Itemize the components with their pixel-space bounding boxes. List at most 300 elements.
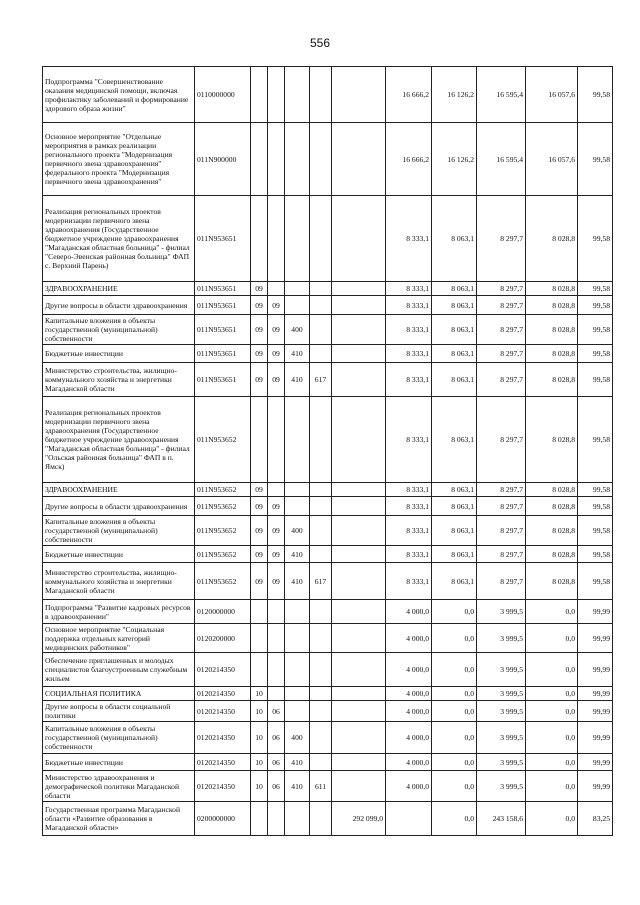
row-value2-cell: 0,0 [432, 701, 477, 722]
page-number: 556 [309, 36, 331, 50]
row-value3-cell: 3 999,5 [477, 600, 526, 624]
row-value3-cell: 16 595,4 [477, 67, 526, 123]
row-admin-code-cell [310, 600, 332, 624]
row-value2-cell: 0,0 [432, 802, 477, 836]
table-row [43, 345, 613, 363]
row-subsection-cell [268, 802, 285, 836]
row-percent-cell: 99,58 [578, 196, 613, 282]
row-name-cell: Бюджетные инвестиции [43, 546, 195, 563]
row-value1-cell: 8 333,1 [386, 516, 432, 546]
row-name-cell: ЗДРАВООХРАНЕНИЕ [43, 282, 195, 296]
row-admin-code-cell: 617 [310, 363, 332, 397]
row-section-cell [251, 653, 268, 687]
row-value3-cell: 3 999,5 [477, 754, 526, 771]
row-value3-cell: 8 297,7 [477, 345, 526, 363]
row-value3-cell: 8 297,7 [477, 483, 526, 497]
row-expense-type-cell: 410 [285, 563, 310, 600]
row-code-cell: 011N953652 [195, 497, 251, 516]
table-row [43, 722, 613, 754]
row-amount-cell [332, 296, 386, 315]
budget-table [42, 66, 613, 836]
row-value4-cell: 8 028,8 [526, 315, 578, 345]
row-value4-cell: 0,0 [526, 653, 578, 687]
row-code-cell: 011N953651 [195, 345, 251, 363]
row-code-cell: 0200000000 [195, 802, 251, 836]
row-value4-cell: 8 028,8 [526, 397, 578, 483]
row-expense-type-cell [285, 483, 310, 497]
row-subsection-cell: 09 [268, 516, 285, 546]
row-section-cell: 10 [251, 771, 268, 802]
row-name-cell: Подпрограмма "Развитие кадровых ресурсов в здравоохранении" [43, 600, 195, 624]
row-value1-cell: 8 333,1 [386, 546, 432, 563]
row-expense-type-cell: 400 [285, 516, 310, 546]
row-section-cell: 09 [251, 363, 268, 397]
row-expense-type-cell: 400 [285, 722, 310, 754]
row-name-cell: Реализация региональных проектов модернизации первичного звена здравоохранения (Государственное бюджетное учреждение здравоохранения "Магаданская областная больница" - филиал "Ольская районная больница" ФАП в п. Ямск) [43, 397, 195, 483]
table-row [43, 315, 613, 345]
row-section-cell [251, 624, 268, 653]
row-value2-cell: 8 063,1 [432, 196, 477, 282]
row-name-cell: Бюджетные инвестиции [43, 345, 195, 363]
row-section-cell: 09 [251, 497, 268, 516]
row-subsection-cell [268, 123, 285, 196]
row-value4-cell: 8 028,8 [526, 345, 578, 363]
row-code-cell: 011N953652 [195, 516, 251, 546]
table-row [43, 754, 613, 771]
table-row [43, 624, 613, 653]
table-row [43, 802, 613, 836]
row-subsection-cell: 06 [268, 722, 285, 754]
table-row [43, 701, 613, 722]
row-expense-type-cell: 410 [285, 546, 310, 563]
row-section-cell: 09 [251, 546, 268, 563]
row-percent-cell: 99,58 [578, 563, 613, 600]
table-row [43, 483, 613, 497]
row-amount-cell [332, 363, 386, 397]
row-percent-cell: 99,99 [578, 701, 613, 722]
row-value4-cell: 0,0 [526, 624, 578, 653]
row-admin-code-cell: 617 [310, 563, 332, 600]
row-value3-cell: 8 297,7 [477, 315, 526, 345]
row-name-cell: Основное мероприятие "Отдельные мероприятия в рамках реализации регионального проекта "Модернизация первичного звена здравоохранения" федерального проекта "Модернизация первичного звена здравоохранения" [43, 123, 195, 196]
row-amount-cell [332, 315, 386, 345]
table-row [43, 67, 613, 123]
row-amount-cell [332, 497, 386, 516]
table-row [43, 653, 613, 687]
row-amount-cell [332, 771, 386, 802]
row-value4-cell: 8 028,8 [526, 497, 578, 516]
row-value1-cell: 4 000,0 [386, 722, 432, 754]
row-admin-code-cell [310, 687, 332, 701]
row-admin-code-cell [310, 754, 332, 771]
row-percent-cell: 99,99 [578, 624, 613, 653]
row-value3-cell: 8 297,7 [477, 282, 526, 296]
row-value2-cell: 16 126,2 [432, 123, 477, 196]
row-admin-code-cell [310, 315, 332, 345]
row-name-cell: ЗДРАВООХРАНЕНИЕ [43, 483, 195, 497]
row-amount-cell [332, 282, 386, 296]
table-row [43, 687, 613, 701]
row-value4-cell: 0,0 [526, 600, 578, 624]
row-value3-cell: 8 297,7 [477, 196, 526, 282]
row-code-cell: 0120214350 [195, 701, 251, 722]
row-admin-code-cell [310, 123, 332, 196]
table-body [43, 67, 613, 836]
row-value3-cell: 8 297,7 [477, 516, 526, 546]
row-percent-cell: 99,58 [578, 345, 613, 363]
row-amount-cell [332, 196, 386, 282]
row-expense-type-cell [285, 653, 310, 687]
row-value4-cell: 0,0 [526, 754, 578, 771]
row-code-cell: 0120214350 [195, 653, 251, 687]
row-name-cell: Министерство строительства, жилищно-коммунального хозяйства и энергетики Магаданской области [43, 563, 195, 600]
row-admin-code-cell [310, 497, 332, 516]
row-expense-type-cell: 410 [285, 754, 310, 771]
row-value1-cell: 4 000,0 [386, 754, 432, 771]
row-admin-code-cell [310, 624, 332, 653]
row-percent-cell: 99,58 [578, 123, 613, 196]
row-expense-type-cell: 410 [285, 345, 310, 363]
row-value4-cell: 8 028,8 [526, 363, 578, 397]
row-value3-cell: 8 297,7 [477, 296, 526, 315]
row-value1-cell: 8 333,1 [386, 363, 432, 397]
row-expense-type-cell [285, 687, 310, 701]
row-admin-code-cell [310, 67, 332, 123]
row-value1-cell: 8 333,1 [386, 282, 432, 296]
row-value2-cell: 8 063,1 [432, 483, 477, 497]
row-section-cell: 10 [251, 687, 268, 701]
row-value4-cell: 16 057,6 [526, 67, 578, 123]
row-value1-cell: 8 333,1 [386, 315, 432, 345]
row-section-cell: 10 [251, 701, 268, 722]
row-value4-cell: 0,0 [526, 687, 578, 701]
row-amount-cell [332, 600, 386, 624]
table-row [43, 546, 613, 563]
row-value4-cell: 0,0 [526, 701, 578, 722]
row-percent-cell: 99,99 [578, 722, 613, 754]
row-percent-cell: 99,99 [578, 754, 613, 771]
row-amount-cell [332, 754, 386, 771]
row-admin-code-cell [310, 722, 332, 754]
row-amount-cell [332, 67, 386, 123]
row-name-cell: Бюджетные инвестиции [43, 754, 195, 771]
row-subsection-cell [268, 483, 285, 497]
row-amount-cell [332, 687, 386, 701]
row-percent-cell: 99,58 [578, 315, 613, 345]
row-admin-code-cell [310, 196, 332, 282]
row-value2-cell: 0,0 [432, 754, 477, 771]
row-value1-cell: 4 000,0 [386, 624, 432, 653]
row-percent-cell: 99,99 [578, 600, 613, 624]
row-name-cell: Капитальные вложения в объекты государственной (муниципальной) собственности [43, 722, 195, 754]
table-row [43, 563, 613, 600]
row-code-cell: 011N953652 [195, 397, 251, 483]
row-amount-cell [332, 563, 386, 600]
row-expense-type-cell: 410 [285, 363, 310, 397]
row-section-cell: 09 [251, 315, 268, 345]
table-row [43, 123, 613, 196]
row-value3-cell: 3 999,5 [477, 653, 526, 687]
row-value3-cell: 8 297,7 [477, 497, 526, 516]
row-section-cell: 09 [251, 516, 268, 546]
row-value2-cell: 0,0 [432, 771, 477, 802]
row-name-cell: Министерство строительства, жилищно-коммунального хозяйства и энергетики Магаданской области [43, 363, 195, 397]
row-code-cell: 0120000000 [195, 600, 251, 624]
table-row [43, 196, 613, 282]
table-row [43, 397, 613, 483]
row-section-cell [251, 397, 268, 483]
row-percent-cell: 99,58 [578, 397, 613, 483]
row-expense-type-cell [285, 497, 310, 516]
row-percent-cell: 99,58 [578, 282, 613, 296]
row-subsection-cell: 09 [268, 546, 285, 563]
table-row [43, 600, 613, 624]
row-subsection-cell [268, 67, 285, 123]
row-code-cell: 011N953652 [195, 483, 251, 497]
row-value2-cell: 8 063,1 [432, 497, 477, 516]
row-value2-cell: 0,0 [432, 653, 477, 687]
row-expense-type-cell [285, 600, 310, 624]
row-subsection-cell [268, 653, 285, 687]
row-subsection-cell: 09 [268, 315, 285, 345]
row-value2-cell: 8 063,1 [432, 315, 477, 345]
row-expense-type-cell [285, 802, 310, 836]
row-admin-code-cell [310, 296, 332, 315]
row-subsection-cell [268, 196, 285, 282]
row-name-cell: Капитальные вложения в объекты государственной (муниципальной) собственности [43, 516, 195, 546]
row-percent-cell: 83,25 [578, 802, 613, 836]
row-amount-cell [332, 123, 386, 196]
row-amount-cell [332, 483, 386, 497]
row-section-cell: 10 [251, 754, 268, 771]
row-value3-cell: 3 999,5 [477, 687, 526, 701]
row-name-cell: Другие вопросы в области здравоохранения [43, 296, 195, 315]
row-percent-cell: 99,99 [578, 687, 613, 701]
row-name-cell: Другие вопросы в области здравоохранения [43, 497, 195, 516]
row-value3-cell: 16 595,4 [477, 123, 526, 196]
row-value3-cell: 8 297,7 [477, 397, 526, 483]
row-admin-code-cell [310, 546, 332, 563]
row-code-cell: 011N953651 [195, 282, 251, 296]
row-section-cell [251, 802, 268, 836]
row-value4-cell: 8 028,8 [526, 563, 578, 600]
row-admin-code-cell [310, 701, 332, 722]
row-name-cell: Другие вопросы в области социальной политики [43, 701, 195, 722]
row-value2-cell: 0,0 [432, 722, 477, 754]
row-percent-cell: 99,99 [578, 653, 613, 687]
row-value3-cell: 3 999,5 [477, 701, 526, 722]
row-code-cell: 0110000000 [195, 67, 251, 123]
row-expense-type-cell [285, 701, 310, 722]
row-subsection-cell: 09 [268, 497, 285, 516]
row-expense-type-cell [285, 397, 310, 483]
row-value4-cell: 8 028,8 [526, 296, 578, 315]
row-subsection-cell [268, 687, 285, 701]
row-value1-cell: 4 000,0 [386, 701, 432, 722]
row-amount-cell [332, 624, 386, 653]
row-expense-type-cell [285, 296, 310, 315]
row-amount-cell [332, 722, 386, 754]
row-percent-cell: 99,58 [578, 546, 613, 563]
row-value2-cell: 16 126,2 [432, 67, 477, 123]
row-name-cell: Капитальные вложения в объекты государственной (муниципальной) собственности [43, 315, 195, 345]
row-section-cell [251, 196, 268, 282]
table-row [43, 363, 613, 397]
row-subsection-cell: 06 [268, 701, 285, 722]
row-subsection-cell: 06 [268, 754, 285, 771]
row-subsection-cell: 09 [268, 345, 285, 363]
row-expense-type-cell [285, 282, 310, 296]
row-code-cell: 011N953652 [195, 563, 251, 600]
row-percent-cell: 99,58 [578, 67, 613, 123]
row-subsection-cell [268, 624, 285, 653]
row-section-cell: 09 [251, 282, 268, 296]
row-amount-cell [332, 397, 386, 483]
row-section-cell: 09 [251, 345, 268, 363]
row-code-cell: 011N900000 [195, 123, 251, 196]
row-expense-type-cell: 410 [285, 771, 310, 802]
table-row [43, 771, 613, 802]
row-value1-cell: 8 333,1 [386, 483, 432, 497]
row-amount-cell: 292 099,0 [332, 802, 386, 836]
row-amount-cell [332, 701, 386, 722]
row-value4-cell: 8 028,8 [526, 196, 578, 282]
row-percent-cell: 99,58 [578, 483, 613, 497]
row-percent-cell: 99,58 [578, 363, 613, 397]
row-value1-cell: 8 333,1 [386, 345, 432, 363]
row-admin-code-cell [310, 397, 332, 483]
row-value3-cell: 8 297,7 [477, 563, 526, 600]
row-value1-cell [386, 802, 432, 836]
row-name-cell: Обеспечение приглашенных и молодых специалистов благоустроенным служебным жильем [43, 653, 195, 687]
row-value3-cell: 8 297,7 [477, 363, 526, 397]
row-amount-cell [332, 345, 386, 363]
row-name-cell: Министерство здравоохранения и демографической политики Магаданской области [43, 771, 195, 802]
row-value4-cell: 16 057,6 [526, 123, 578, 196]
row-code-cell: 0120214350 [195, 771, 251, 802]
row-value1-cell: 4 000,0 [386, 687, 432, 701]
row-code-cell: 0120214350 [195, 722, 251, 754]
row-value3-cell: 3 999,5 [477, 771, 526, 802]
row-admin-code-cell [310, 802, 332, 836]
row-subsection-cell [268, 282, 285, 296]
row-subsection-cell [268, 600, 285, 624]
row-value2-cell: 0,0 [432, 687, 477, 701]
row-value1-cell: 4 000,0 [386, 600, 432, 624]
row-value1-cell: 16 666,2 [386, 123, 432, 196]
row-percent-cell: 99,58 [578, 296, 613, 315]
row-admin-code-cell [310, 282, 332, 296]
row-value1-cell: 4 000,0 [386, 653, 432, 687]
row-amount-cell [332, 653, 386, 687]
table-row [43, 282, 613, 296]
row-value2-cell: 8 063,1 [432, 345, 477, 363]
row-admin-code-cell: 611 [310, 771, 332, 802]
row-value2-cell: 8 063,1 [432, 546, 477, 563]
row-name-cell: Государственная программа Магаданской области «Развитие образования в Магаданской области» [43, 802, 195, 836]
row-expense-type-cell [285, 196, 310, 282]
row-name-cell: Основное мероприятие "Социальная поддержка отдельных категорий медицинских работников" [43, 624, 195, 653]
row-value4-cell: 0,0 [526, 771, 578, 802]
row-value1-cell: 8 333,1 [386, 397, 432, 483]
row-value3-cell: 8 297,7 [477, 546, 526, 563]
row-expense-type-cell [285, 123, 310, 196]
row-value2-cell: 8 063,1 [432, 282, 477, 296]
table-row [43, 497, 613, 516]
row-value2-cell: 8 063,1 [432, 516, 477, 546]
row-value1-cell: 8 333,1 [386, 196, 432, 282]
row-value2-cell: 8 063,1 [432, 563, 477, 600]
row-value1-cell: 4 000,0 [386, 771, 432, 802]
row-value4-cell: 8 028,8 [526, 483, 578, 497]
row-section-cell: 09 [251, 483, 268, 497]
row-section-cell [251, 123, 268, 196]
row-value3-cell: 243 158,6 [477, 802, 526, 836]
row-code-cell: 0120214350 [195, 687, 251, 701]
row-value2-cell: 8 063,1 [432, 363, 477, 397]
row-section-cell [251, 67, 268, 123]
row-value1-cell: 8 333,1 [386, 563, 432, 600]
row-value4-cell: 8 028,8 [526, 546, 578, 563]
row-percent-cell: 99,58 [578, 516, 613, 546]
row-value4-cell: 0,0 [526, 802, 578, 836]
table-row [43, 516, 613, 546]
row-subsection-cell: 06 [268, 771, 285, 802]
row-admin-code-cell [310, 483, 332, 497]
row-subsection-cell: 09 [268, 563, 285, 600]
row-value2-cell: 8 063,1 [432, 397, 477, 483]
row-percent-cell: 99,99 [578, 771, 613, 802]
row-code-cell: 011N953651 [195, 315, 251, 345]
row-admin-code-cell [310, 653, 332, 687]
row-value1-cell: 8 333,1 [386, 296, 432, 315]
row-code-cell: 0120200000 [195, 624, 251, 653]
row-admin-code-cell [310, 516, 332, 546]
row-value2-cell: 8 063,1 [432, 296, 477, 315]
row-code-cell: 011N953651 [195, 196, 251, 282]
row-percent-cell: 99,58 [578, 497, 613, 516]
row-name-cell: Подпрограмма "Совершенствование оказания медицинской помощи, включая профилактику заболеваний и формирование здорового образа жизни" [43, 67, 195, 123]
row-section-cell: 10 [251, 722, 268, 754]
row-section-cell [251, 600, 268, 624]
row-value3-cell: 3 999,5 [477, 624, 526, 653]
row-value4-cell: 8 028,8 [526, 516, 578, 546]
row-expense-type-cell [285, 67, 310, 123]
row-subsection-cell [268, 397, 285, 483]
row-amount-cell [332, 546, 386, 563]
row-name-cell: СОЦИАЛЬНАЯ ПОЛИТИКА [43, 687, 195, 701]
row-section-cell: 09 [251, 563, 268, 600]
row-value2-cell: 0,0 [432, 600, 477, 624]
row-value3-cell: 3 999,5 [477, 722, 526, 754]
row-expense-type-cell [285, 624, 310, 653]
row-value1-cell: 16 666,2 [386, 67, 432, 123]
row-admin-code-cell [310, 345, 332, 363]
row-code-cell: 011N953651 [195, 363, 251, 397]
row-name-cell: Реализация региональных проектов модернизации первичного звена здравоохранения (Государственное бюджетное учреждение здравоохранения "Магаданская областная больница" - филиал "Северо-Эвенская районная больница" ФАП с. Верхний Парень) [43, 196, 195, 282]
row-subsection-cell: 09 [268, 363, 285, 397]
row-value1-cell: 8 333,1 [386, 497, 432, 516]
row-subsection-cell: 09 [268, 296, 285, 315]
row-code-cell: 011N953652 [195, 546, 251, 563]
row-code-cell: 011N953651 [195, 296, 251, 315]
row-expense-type-cell: 400 [285, 315, 310, 345]
row-value4-cell: 8 028,8 [526, 282, 578, 296]
row-section-cell: 09 [251, 296, 268, 315]
row-value2-cell: 0,0 [432, 624, 477, 653]
row-code-cell: 0120214350 [195, 754, 251, 771]
table-row [43, 296, 613, 315]
